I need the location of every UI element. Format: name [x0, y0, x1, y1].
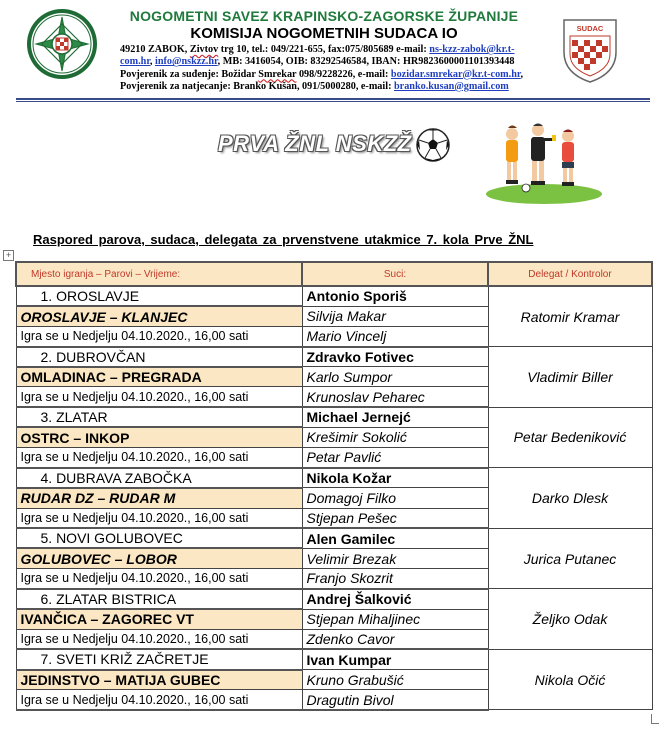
address-text-2: trg 10, tel.: 049/221-655, fax:075/805689 e-mail: [218, 44, 430, 55]
header-rule-thin [16, 101, 650, 102]
contact-info [120, 44, 540, 93]
soccer-ball-icon [416, 128, 450, 162]
table-header-row [16, 262, 652, 286]
competition-commissioner-text: Povjerenik za natjecanje: Branko Kušan, 091/5000280, e-mail: [120, 80, 395, 92]
judging-commissioner-name: Smrekar [258, 68, 297, 80]
referee-main-cell: Andrej Šalković [302, 589, 488, 609]
assistant-referee-1-cell: Domagoj Filko [302, 488, 488, 508]
venue-cell: 3. ZLATAR [16, 407, 302, 427]
venue-cell: 5. NOVI GOLUBOVEC [16, 528, 302, 548]
separator-text: , [149, 56, 155, 68]
table-row [16, 468, 652, 488]
kickoff-time-cell: Igra se u Nedjelju 04.10.2020., 16,00 sati [16, 569, 302, 589]
assistant-referee-2-cell: Franjo Skozrit [302, 569, 488, 589]
delegate-cell: Vladimir Biller [488, 347, 652, 408]
address-text: 49210 ZABOK, [120, 44, 190, 55]
judging-commissioner-label: Povjerenik za suđenje: Božidar [120, 68, 259, 80]
kickoff-time-cell: Igra se u Nedjelju 04.10.2020., 16,00 sati [16, 448, 302, 468]
delegate-cell: Petar Bedeniković [488, 407, 652, 468]
table-row [16, 649, 652, 669]
match-cell: RUDAR DZ – RUDAR M [16, 488, 302, 508]
kickoff-time-cell: Igra se u Nedjelju 04.10.2020., 16,00 sati [16, 326, 302, 346]
assistant-referee-2-cell: Krunoslav Peharec [302, 387, 488, 407]
referee-badge-logo [562, 18, 618, 84]
kickoff-time-cell: Igra se u Nedjelju 04.10.2020., 16,00 sati [16, 387, 302, 407]
match-cell: JEDINSTVO – MATIJA GUBEC [16, 670, 302, 690]
assistant-referee-2-cell: Dragutin Bivol [302, 690, 488, 710]
referees-illustration [482, 110, 602, 204]
assistant-referee-1-cell: Kruno Grabušić [302, 670, 488, 690]
table-row [16, 347, 652, 367]
referee-main-cell: Zdravko Fotivec [302, 347, 488, 367]
delegate-cell: Nikola Očić [488, 649, 652, 710]
delegate-cell: Darko Dlesk [488, 468, 652, 529]
assistant-referee-1-cell: Stjepan Mihaljinec [302, 609, 488, 629]
kickoff-time-cell: Igra se u Nedjelju 04.10.2020., 16,00 sati [16, 508, 302, 528]
kickoff-time-cell: Igra se u Nedjelju 04.10.2020., 16,00 sati [16, 690, 302, 710]
col-header-venue: Mjesto igranja – Parovi – Vrijeme: [16, 262, 302, 286]
match-cell: GOLUBOVEC – LOBOR [16, 548, 302, 568]
assistant-referee-1-cell: Velimir Brezak [302, 548, 488, 568]
email-link-1[interactable]: ns-kzz-zabok@kr.t- [429, 44, 515, 55]
referee-main-cell: Michael Jernejć [302, 407, 488, 427]
table-row [16, 589, 652, 609]
venue-cell: 6. ZLATAR BISTRICA [16, 589, 302, 609]
assistant-referee-2-cell: Stjepan Pešec [302, 508, 488, 528]
assistant-referee-2-cell: Petar Pavlić [302, 448, 488, 468]
delegate-cell: Jurica Putanec [488, 528, 652, 589]
match-cell: OSTRC – INKOP [16, 427, 302, 447]
email-link-1-cont[interactable]: com.hr [120, 56, 150, 68]
federation-logo [26, 8, 98, 80]
table-row [16, 286, 652, 306]
schedule-title: Raspored parova, sudaca, delegata za prvenstvene utakmice 7. kola Prve ŽNL [33, 232, 534, 247]
venue-cell: 1. OROSLAVJE [16, 286, 302, 306]
assistant-referee-1-cell: Silvija Makar [302, 306, 488, 326]
delegate-cell: Ratomir Kramar [488, 286, 652, 347]
table-move-handle-icon[interactable]: + [3, 250, 14, 261]
kickoff-time-cell: Igra se u Nedjelju 04.10.2020., 16,00 sati [16, 629, 302, 649]
committee-name: KOMISIJA NOGOMETNIH SUDACA IO [190, 25, 458, 42]
assistant-referee-1-cell: Karlo Sumpor [302, 367, 488, 387]
match-cell: OMLADINAC – PREGRADA [16, 367, 302, 387]
address-street: Zivtov [189, 44, 219, 55]
delegate-cell: Željko Odak [488, 589, 652, 650]
judging-phone-text: 098/9228226, e-mail: [296, 68, 391, 80]
col-header-referees: Suci: [302, 262, 488, 286]
table-row [16, 528, 652, 548]
venue-cell: 4. DUBRAVA ZABOČKA [16, 468, 302, 488]
referee-main-cell: Antonio Sporiš [302, 286, 488, 306]
header-rule [16, 98, 650, 100]
venue-cell: 2. DUBROVČAN [16, 347, 302, 367]
table-row [16, 407, 652, 427]
referee-main-cell: Nikola Kožar [302, 468, 488, 488]
assistant-referee-1-cell: Krešimir Sokolić [302, 427, 488, 447]
referee-main-cell: Alen Gamilec [302, 528, 488, 548]
match-cell: OROSLAVJE – KLANJEC [16, 306, 302, 326]
judging-comma: , [520, 68, 524, 80]
col-header-delegate: Delegat / Kontrolor [488, 262, 652, 286]
venue-cell: 7. SVETI KRIŽ ZAČRETJE [16, 649, 302, 669]
org-name: NOGOMETNI SAVEZ KRAPINSKO-ZAGORSKE ŽUPANIJE [129, 8, 519, 24]
referee-main-cell: Ivan Kumpar [302, 649, 488, 669]
judging-email-link[interactable]: bozidar.smrekar@kr.t-com.hr [390, 68, 521, 80]
registry-text: , MB: 3416054, OIB: 83292546584, IBAN: HR9823600001101393448 [217, 56, 515, 68]
match-cell: IVANČICA – ZAGOREC VT [16, 609, 302, 629]
table-resize-handle[interactable] [651, 714, 659, 724]
league-title: PRVA ŽNL NSKZŽ [218, 131, 412, 156]
competition-email-link[interactable]: branko.kusan@gmail.com [394, 80, 509, 92]
assistant-referee-2-cell: Mario Vincelj [302, 326, 488, 346]
email-link-2[interactable]: info@nskzz.hr [155, 56, 218, 68]
schedule-table [15, 261, 653, 711]
assistant-referee-2-cell: Zdenko Cavor [302, 629, 488, 649]
badge-label: SUDAC [576, 24, 604, 33]
